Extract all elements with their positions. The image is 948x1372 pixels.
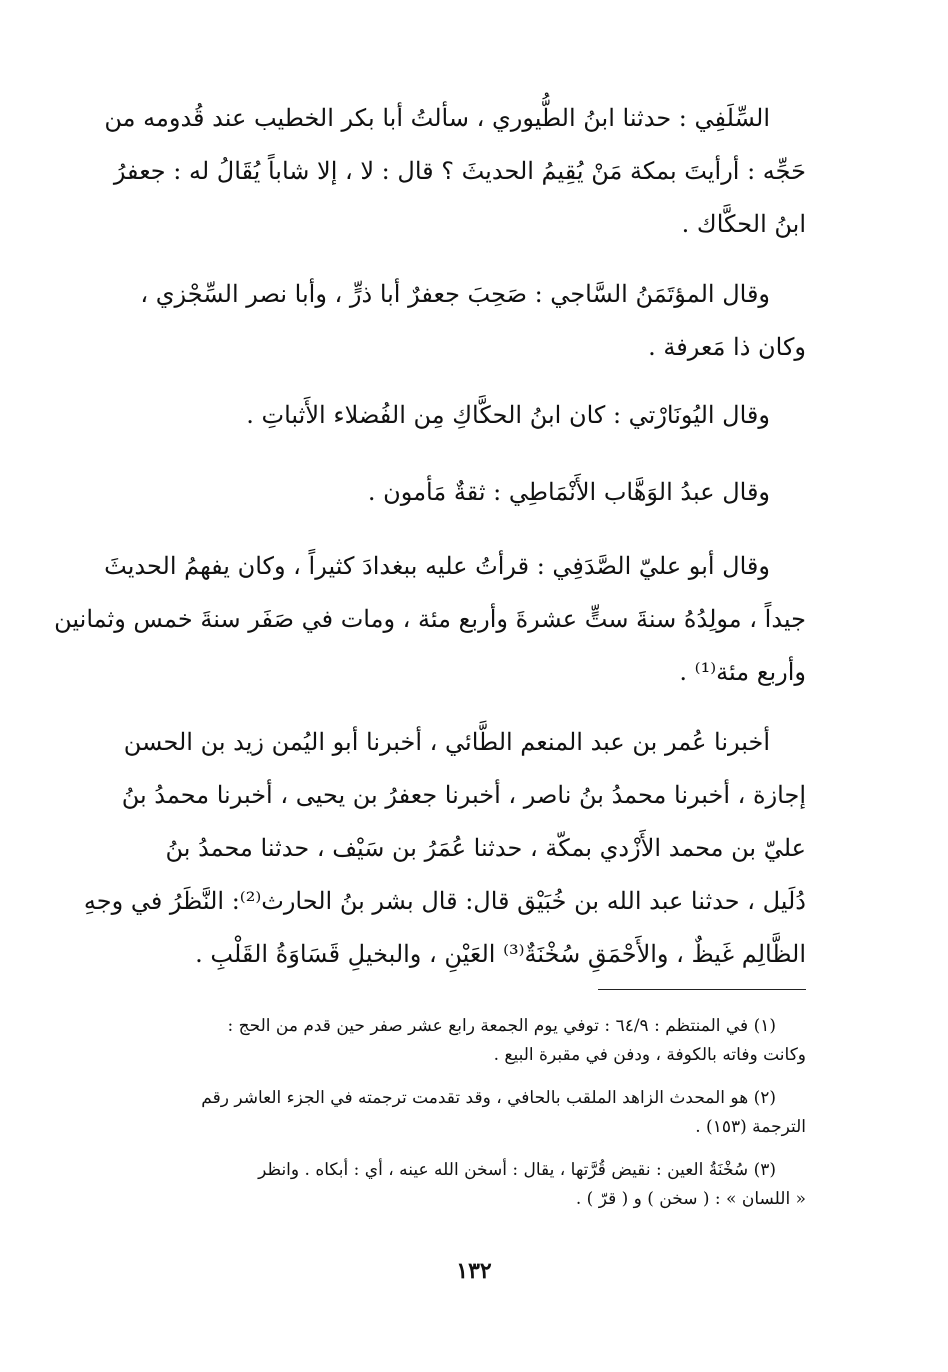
footnote-separator [598, 989, 806, 990]
text-line: السِّلَفِي : حدثنا ابنُ الطُّيوري ، سألتُ أبا بكر الخطيب عند قُدومه من [104, 104, 770, 132]
text-line: إجازة ، أخبرنا محمدُ بنُ ناصر ، أخبرنا جعفرُ بن يحيى ، أخبرنا محمدُ بنُ [121, 781, 806, 809]
footnote-line: « اللسان » : ( سخن ) و ( قرّ ) . [575, 1189, 806, 1209]
text-line: الظَّالِم غَيظٌ ، والأَحْمَقِ سُخْنَةٌ⁽³⁾ العَيْنِ ، والبخيلِ قَسَاوَةُ القَلْبِ . [195, 940, 806, 968]
footnote-line: (٣) سُخْنَةُ العين : نقيض قُرَّتها ، يقال : أسخن الله عينه ، أي : أبكاه . وانظر [258, 1160, 776, 1180]
paragraph-anmati [126, 466, 806, 519]
text-line: وقال اليُونَارْتي : كان ابنُ الحكَّاكِ مِن الفُضلاء الأَثباتِ . [246, 401, 770, 429]
footnote-1 [126, 1012, 806, 1070]
page-number: ١٣٢ [456, 1258, 492, 1284]
text-line: عليّ بن محمد الأَزْدي بمكّة ، حدثنا عُمَرُ بن سَيْف ، حدثنا محمدُ بنُ [165, 834, 806, 862]
footnote-line: (١) في المنتظم : ٦٤/٩ : توفي يوم الجمعة رابع عشر صفر حين قدم من الحج : [227, 1016, 776, 1036]
text-line: وأربع مئة⁽¹⁾ . [679, 658, 806, 686]
text-line: دُلَيل ، حدثنا عبد الله بن خُبَيْق قال: قال بشر بنُ الحارث⁽²⁾: النَّظَرُ في وجهِ [83, 887, 806, 915]
footnote-2 [126, 1084, 806, 1142]
text-line: ابنُ الحكَّاك . [681, 210, 806, 238]
paragraph-silafi [104, 92, 806, 251]
footnote-line: وكانت وفاته بالكوفة ، ودفن في مقبرة البيع . [493, 1045, 806, 1065]
footnote-3 [126, 1156, 806, 1214]
text-line: وقال أبو عليّ الصَّدَفِي : قرأتُ عليه ببغدادَ كثيراً ، وكان يفهمُ الحديثَ [104, 552, 770, 580]
paragraph-yunarti [126, 389, 806, 442]
text-line: جيداً ، مولِدُهُ سنةَ ستٍّ عشرةَ وأربع مئة ، ومات في صَفَر سنةَ خمس وثمانين [54, 605, 806, 633]
footnote-line: الترجمة (١٥٣) . [695, 1117, 806, 1137]
paragraph-saji [126, 268, 806, 374]
text-line: وكان ذا مَعرفة . [648, 333, 806, 361]
paragraph-sadafi [54, 540, 806, 699]
text-line: وقال عبدُ الوَهَّاب الأَنْمَاطِي : ثقةٌ مَأمون . [367, 478, 770, 506]
paragraph-isnad [83, 716, 806, 981]
footnote-line: (٢) هو المحدث الزاهد الملقب بالحافي ، وقد تقدمت ترجمته في الجزء العاشر رقم [201, 1088, 776, 1108]
text-line: وقال المؤتَمَنُ السَّاجي : صَحِبَ جعفرٌ أبا ذرٍّ ، وأبا نصر السِّجْزي ، [140, 280, 770, 308]
footnotes [126, 1012, 806, 1228]
text-line: أخبرنا عُمر بن عبد المنعم الطَّائي ، أخبرنا أبو اليُمن زيد بن الحسن [123, 728, 770, 756]
text-line: حَجِّه : أرأيتَ بمكة مَنْ يُقِيمُ الحديثَ ؟ قال : لا ، إلا شاباً يُقَالُ له : جعفرُ [113, 157, 806, 185]
